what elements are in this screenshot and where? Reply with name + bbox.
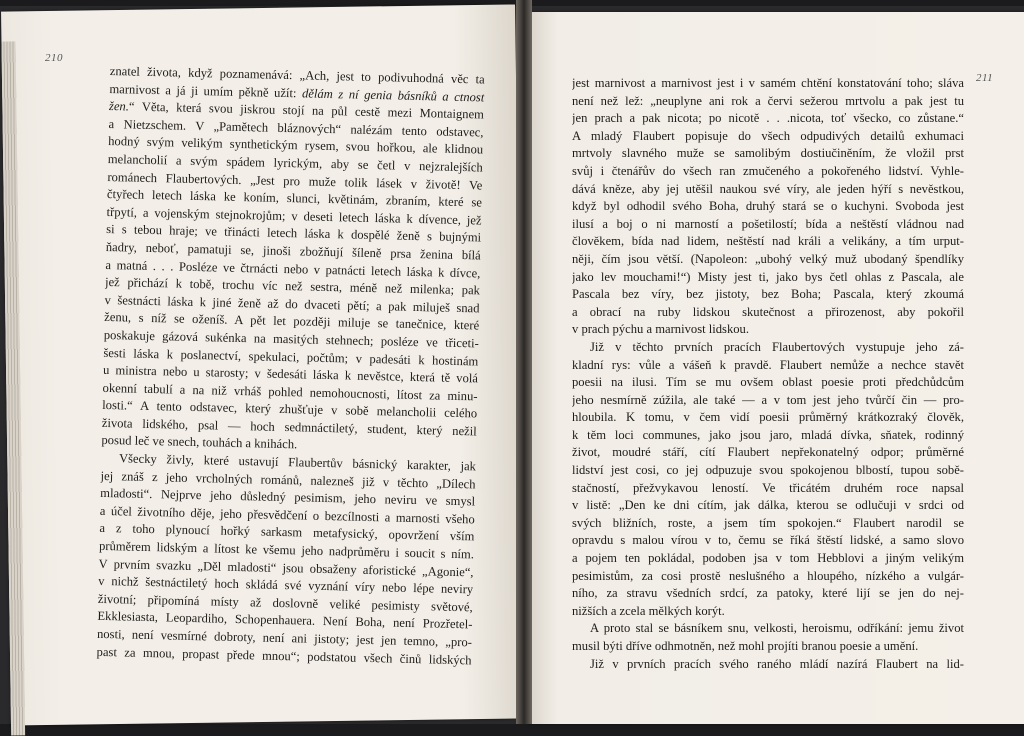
text-line (572, 269, 964, 287)
line-text: musil býti dříve odhmotněn, než mohl projíti branou poesie a umění. (572, 639, 919, 653)
right-page-number: 211 (976, 72, 994, 84)
line-text: život, moudré stáří, cítí Flaubert nepřekonatelný odpor; průměrné (572, 445, 964, 460)
line-text: losti.“ A tento odstavec, který zhušťuje v sobě melancholii celého (102, 398, 478, 421)
line-text: něji, čím jsou větší. (Napoleon: „ubohý velký muž ubodaný špendlíky (572, 251, 964, 266)
line-text: hodný svým velikým synthetickým rysem, svou hořkou, ale klidnou (108, 134, 484, 157)
line-text: V prvním svazku „Děl mladosti“ jsou obsaženy aforistické „Agonie“, (98, 556, 474, 580)
text-line (572, 163, 964, 181)
text-line (572, 392, 964, 410)
italic-text: dělám z ní genia básníků a ctnost (301, 85, 485, 105)
line-text: mladosti“. Nejprve jeho důsledný pesimism, jeho neviru ve smysl (100, 486, 476, 509)
line-text: románech Flaubertových. „Jest pro muže tolik lásek v životě! Ve (107, 169, 483, 193)
right-page-text (572, 75, 964, 673)
line-text: člověkem, bída nad lidem, neštěstí nad králi a velikány, a tím urput- (572, 234, 964, 249)
line-text: třpytí, a vojenským stejnokrojům; v deseti letech láska k dívence, jež (106, 204, 482, 228)
line-text: průměrem lidským a lítost ke všemu jeho nadprůměru i soucit s ním. (98, 538, 475, 562)
line-text: melancholií a svým spádem lyrickým, aby se četl v nejzralejších (107, 151, 483, 175)
text-line (572, 216, 964, 234)
text-line (572, 304, 964, 322)
line-text: si s tebou hraje; ve třinácti letech láska k dospělé ženě s bujnými (106, 222, 482, 245)
line-text: opravdu s malou vírou v to, čemu se říká štěstí lidské, a samo slovo (572, 533, 964, 548)
line-text: okenní tabulí a na niž vrháš pohled nemohoucnosti, lítost za minu- (102, 380, 478, 404)
line-text: poskakuje gázová sukénka na masitých stehnech; posléze ve třiceti- (103, 327, 479, 351)
text-line (572, 620, 964, 638)
italic-text: žen. (108, 99, 130, 114)
line-text: nosti, není vesmírné dobroty, není ani jistoty; jest jen temno, „pro- (96, 626, 473, 650)
line-text: jako lev mouchami!“) Misty jest ti, jako bys četl ohlas z Pascala, ale (572, 269, 964, 284)
text-line (572, 427, 964, 445)
line-text: posud leč ve snech, touhách a knihách. (101, 433, 298, 452)
text-line (572, 286, 964, 304)
text-line (572, 374, 964, 392)
line-text: lidství jest cosi, co jej odpuzuje svou spokojenou blbostí, tupou sobě- (572, 463, 964, 478)
line-text: “ Věta, která svou jiskrou stojí na půl cestě mezi Montaignem (128, 99, 485, 122)
line-text: svých bližních, roste, a jsem tím spokojen.“ Flaubert narodil se (572, 515, 964, 530)
line-text: Všecky živly, které ustavují Flaubertův básnický karakter, jak (118, 451, 477, 474)
line-text: poesii na ilusi. Tím se mu ovšem oblast poesie proti předchůdcům (572, 375, 964, 390)
line-text: jest marnivost a marnivost jest i v samém chtění konstatování toho; sláva (572, 76, 964, 90)
line-text: hloubila. K tomu, v čem vidí poesii průměrný krátkozraký člověk, (572, 410, 964, 425)
line-text: Již v těchto prvních pracích Flaubertových vystupuje jeho zá- (590, 339, 964, 354)
text-line (572, 409, 964, 427)
line-text: životní; připomíná místy až doslovně veliké pesimisty světové, (97, 591, 473, 615)
line-text: stačností, přežvykavou leností. Ve třicátém druhém roce napsal (572, 480, 964, 495)
line-text: čtyřech letech láska ke koním, slunci, květinám, zbraním, které se (106, 187, 483, 210)
text-line (572, 444, 964, 462)
left-page-text (96, 63, 484, 670)
line-text: a pojem ten pokládal, podoben jsa v tom Hebblovi a jiným velikým (572, 551, 964, 566)
line-text: v listě: „Den ke dni cítím, jak dálka, kterou se odlučuji v srdci od (572, 498, 964, 513)
line-text: ženu, s níž se oženíš. A pět let později miluje se tanečnice, které (104, 310, 480, 333)
text-line (572, 585, 964, 603)
text-line (572, 357, 964, 375)
text-line (572, 550, 964, 568)
text-line (572, 321, 964, 339)
text-line (572, 515, 964, 533)
line-text: marnivost a já ji umím pěkně užít: (109, 81, 303, 100)
text-line (572, 462, 964, 480)
line-text: Již v prvních pracích svého raného mládí nazírá Flaubert na lid- (590, 656, 964, 671)
line-text: jeho nesmírně zúžila, ale také — a v tom jest jeho tvůrčí čin — pro- (572, 392, 964, 407)
line-text: jen prach a pak nicota; po nicotě . . .nicota, toť všecko, co zůstane.“ (572, 111, 964, 126)
text-line (572, 568, 964, 586)
text-line (572, 603, 964, 621)
line-text: šesti láska k poslanectví, spekulaci, počtům; v padesáti k hostinám (103, 345, 479, 368)
line-text: k těm loci communes, jako jsou jaro, mladá dívka, sňatek, rodinný (572, 427, 964, 442)
line-text: a účel životního děje, jeho přesvědčení o bezcílnosti a marnosti všeho (99, 503, 475, 527)
text-line (572, 198, 964, 216)
line-text: a matná . . . Posléze ve čtrnácti nebo v patnácti letech láska k dívce, (105, 257, 481, 280)
text-line (572, 181, 964, 199)
line-text: kladní rys: vůle a vášeň k pravdě. Flaubert nemůže a nechce stavět (572, 357, 964, 372)
line-text: života lidského, psal — hoch sedmnáctiletý, student, který nežil (101, 415, 477, 439)
text-line (572, 93, 964, 111)
line-text: ilusí a boj o ni marností a pošetilostí; bída a neštěstí vládnou nad (572, 216, 964, 231)
text-line (572, 638, 964, 656)
text-line (572, 145, 964, 163)
text-line (572, 656, 964, 674)
line-text: jej znáš z jeho vrcholných románů, nalezneš již v těchto „Dílech (100, 468, 476, 492)
line-text: ního, za stravu všedních srdcí, za patoky, které lijí se jen do nej- (572, 586, 964, 601)
line-text: pesimistům, za cosi prostě neslušného a hloupého, nízkého a vulgár- (572, 568, 964, 583)
line-text: když byl odhodil svého Boha, druhý stará se o kuchyni. Svoboda jest (572, 199, 964, 214)
text-line (572, 110, 964, 128)
line-text: jež přichází k tobě, trochu víc než sestra, méně než milenka; pak (104, 275, 481, 298)
text-line (572, 233, 964, 251)
line-text: Ekklesiasta, Leopardiho, Schopenhauera. Není Boha, není Prozřetel- (97, 609, 473, 632)
left-page-number: 210 (45, 52, 63, 64)
line-text: ňadry, neboť, pamatuji se, jinoši zbožňují šíleně prsa ženina bílá (105, 239, 481, 263)
line-text: znatel života, když poznamenává: „Ach, jest to podivuhodná věc ta (109, 63, 485, 87)
line-text: nižších a zcela mělkých korýt. (572, 603, 725, 618)
line-text: Pascala bez víry, bez jistoty, bez Boha; Pascala, který zkoumá (572, 287, 964, 302)
line-text: není než lež: „neuplyne ani rok a červi sežerou mrtvolu a pak jest tu (572, 93, 964, 108)
line-text: A mladý Flaubert popisuje do všech odpudivých detailů exhumaci (572, 128, 964, 143)
book-gutter (516, 0, 532, 724)
line-text: v šestnácti láska k jiné ženě až do dvaceti pětí; a pak miluješ snad (104, 292, 480, 316)
line-text: mrtvoly slavného muže se samolibým dostiučiněním, že vložil prst (572, 146, 964, 161)
line-text: a Nietzschem. V „Pamětech bláznových“ nalézám tento odstavec, (108, 116, 484, 140)
line-text: u ministra nebo u starosty; v šedesáti láska k nevěstce, která tě volá (102, 363, 479, 386)
line-text: v nichž šestnáctiletý hoch skládá své vyznání víry nebo lépe neviry (98, 574, 474, 597)
line-text: svůj i čtenářův do všech ran zmučeného a pokořeného lidství. Vyhle- (572, 163, 964, 178)
text-line (572, 339, 964, 357)
line-text: a obrací na ruby lidskou skutečnost a přirozenost, aby pokořil (572, 304, 964, 319)
text-line (572, 532, 964, 550)
line-text: a z toho plynoucí hořký sarkasm metafysický, opovržení vším (99, 521, 475, 544)
line-text: dává kněze, aby jej utěšil naukou své víry, ale jeden hýří s nevěstkou, (572, 181, 964, 196)
line-text: past za mnou, propast přede mnou“; podstatou všech činů lidských (96, 644, 472, 667)
line-text: A proto stal se básníkem snu, velkosti, heroismu, odříkání: jemu život (590, 621, 964, 636)
text-line (572, 128, 964, 146)
line-text: v prach pýchu a marnivost lidskou. (572, 322, 749, 337)
text-line (572, 251, 964, 269)
text-line (572, 75, 964, 93)
text-line (572, 480, 964, 498)
text-line (572, 497, 964, 515)
